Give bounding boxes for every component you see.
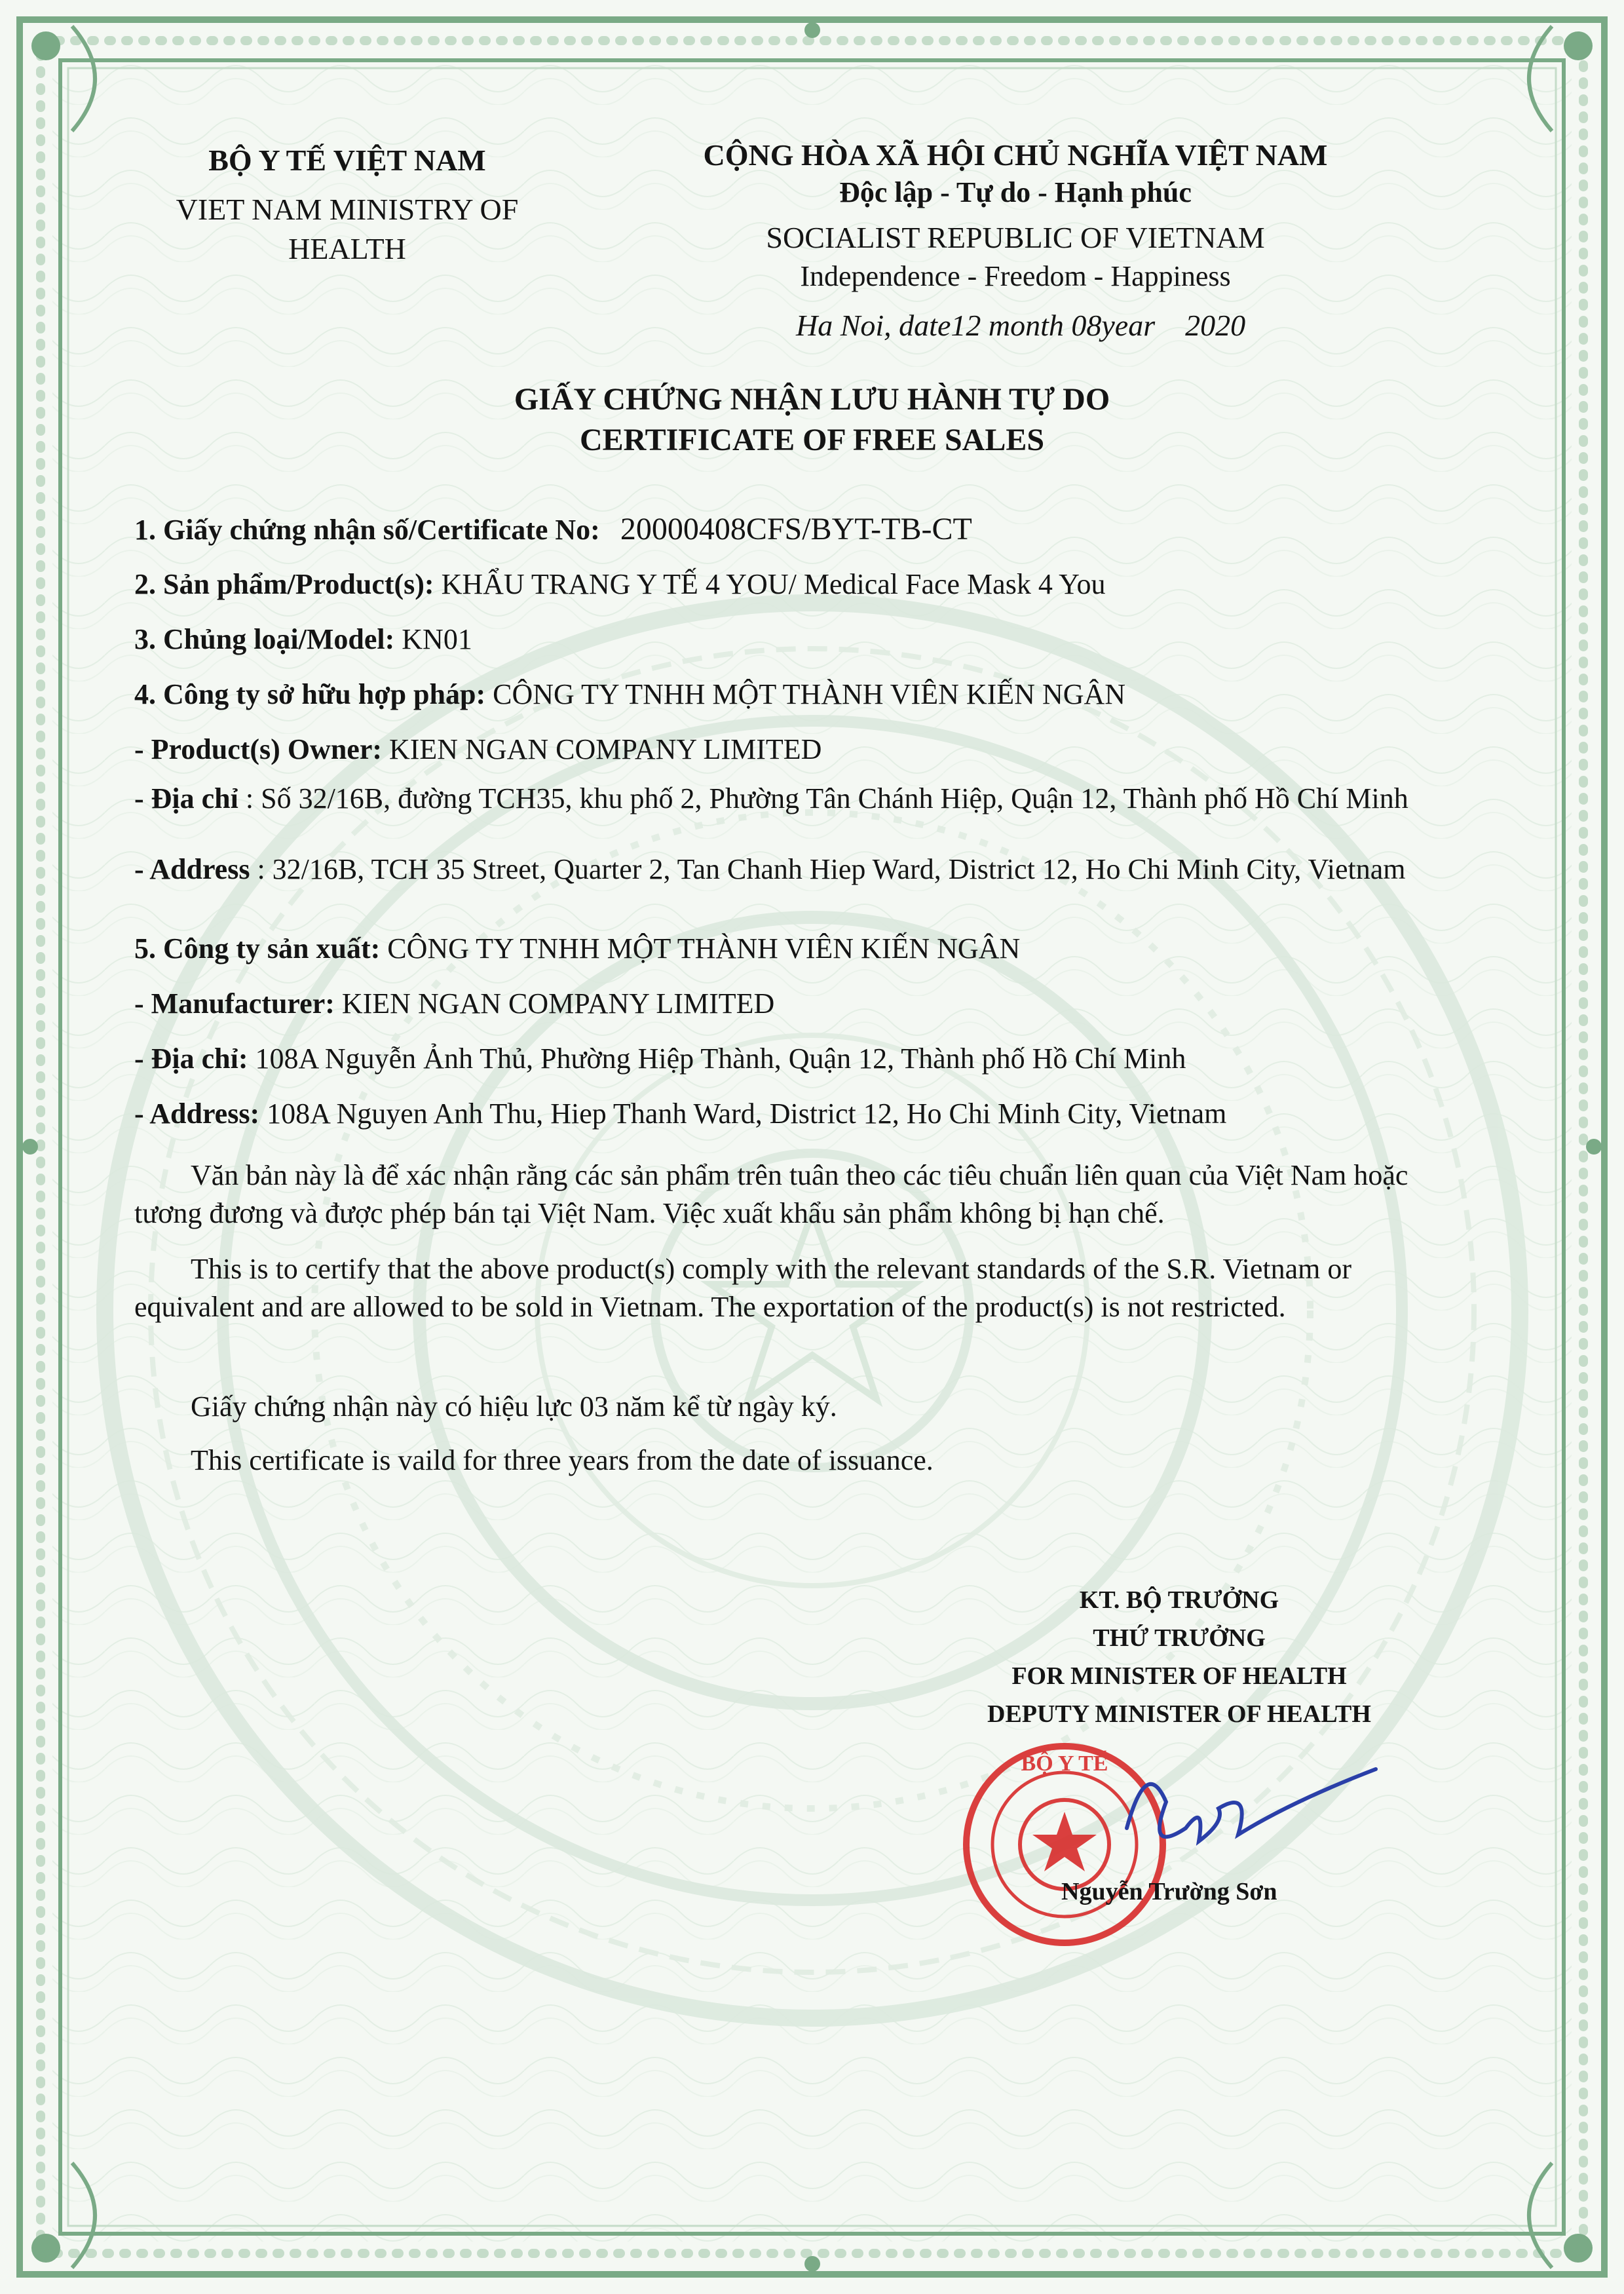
ministry-name-vn: BỘ Y TẾ VIỆT NAM (208, 143, 486, 177)
signature-title-1: KT. BỘ TRƯỞNG (1079, 1586, 1279, 1614)
red-stamp-icon (966, 1746, 1163, 1943)
ministry-name-en: VIET NAM MINISTRY OF HEALTH (176, 193, 519, 265)
owner-address-vn-value: : Số 32/16B, đường TCH35, khu phố 2, Phường Tân Chánh Hiệp, Quận 12, Thành phố Hồ Chí Minh (238, 782, 1408, 814)
product-row (134, 567, 1106, 601)
model-label: 3. Chủng loại/Model: (134, 623, 395, 655)
signature-title-3: FOR MINISTER OF HEALTH (1011, 1662, 1347, 1690)
manufacturer-en-value: KIEN NGAN COMPANY LIMITED (341, 987, 775, 1020)
manufacturer-en-label: - Manufacturer: (134, 987, 335, 1020)
date-year-label: year (1101, 309, 1156, 342)
owner-address-en-value: : 32/16B, TCH 35 Street, Quarter 2, Tan Chanh Hiep Ward, District 12, Ho Chi Minh City, Vietnam (250, 853, 1406, 885)
owner-address-en-row (134, 851, 1484, 889)
model-value: KN01 (402, 623, 472, 655)
date-month: 08 (1071, 309, 1102, 342)
certificate-title-vn: GIẤY CHỨNG NHẬN LƯU HÀNH TỰ DO (514, 382, 1110, 417)
manufacturer-address-en-value: 108A Nguyen Anh Thu, Hiep Thanh Ward, District 12, Ho Chi Minh City, Vietnam (267, 1098, 1227, 1130)
manufacturer-vn-value: CÔNG TY TNHH MỘT THÀNH VIÊN KIẾN NGÂN (387, 932, 1021, 965)
date-day: 12 (951, 309, 981, 342)
owner-vn-value: CÔNG TY TNHH MỘT THÀNH VIÊN KIẾN NGÂN (493, 678, 1126, 710)
owner-vn-label: 4. Công ty sở hữu hợp pháp: (134, 678, 486, 710)
date-month-label: month (981, 309, 1072, 342)
statement-en: This is to certify that the above product(s) comply with the relevant standards of the S.R. Vietnam or equivalent and are allowed to be sold in Vietnam. The exportation of the product(s) is not restricted. (134, 1253, 1352, 1323)
owner-en-label: - Product(s) Owner: (134, 733, 382, 765)
signer-name: Nguyễn Trường Sơn (1061, 1878, 1277, 1905)
validity-en: This certificate is vaild for three years from the date of issuance. (191, 1444, 934, 1476)
statement-vn: Văn bản này là để xác nhận rằng các sản phẩm trên tuân theo các tiêu chuẩn liên quan của Việt Nam hoặc tương đương và được phép bán tại Việt Nam. Việc xuất khẩu sản phẩm không bị hạn chế. (134, 1159, 1408, 1229)
cert-number-label: 1. Giấy chứng nhận số/Certificate No: (134, 514, 600, 546)
validity-vn: Giấy chứng nhận này có hiệu lực 03 năm kể từ ngày ký. (191, 1390, 837, 1423)
manufacturer-address-vn-label: - Địa chỉ: (134, 1042, 248, 1075)
owner-en-value: KIEN NGAN COMPANY LIMITED (389, 733, 822, 765)
manufacturer-en-row (134, 987, 774, 1020)
owner-address-en-label: - Address (134, 853, 250, 885)
country-name-vn: CỘNG HÒA XÃ HỘI CHỦ NGHĨA VIỆT NAM (703, 138, 1328, 172)
manufacturer-address-vn-row (134, 1042, 1186, 1075)
owner-en-row (134, 733, 821, 766)
manufacturer-vn-label: 5. Công ty sản xuất: (134, 932, 381, 965)
motto-vn: Độc lập - Tự do - Hạnh phúc (839, 176, 1192, 208)
owner-vn-row (134, 678, 1125, 711)
product-value: KHẨU TRANG Y TẾ 4 YOU/ Medical Face Mask 4 You (441, 568, 1106, 600)
certificate-title-en: CERTIFICATE OF FREE SALES (579, 423, 1045, 457)
official-stamp-and-signature (950, 1730, 1408, 1966)
country-name-en: SOCIALIST REPUBLIC OF VIETNAM (766, 221, 1265, 254)
manufacturer-address-vn-value: 108A Nguyễn Ảnh Thủ, Phường Hiệp Thành, Quận 12, Thành phố Hồ Chí Minh (255, 1042, 1186, 1075)
manufacturer-address-en-label: - Address: (134, 1098, 260, 1130)
owner-address-vn-label: - Địa chỉ (134, 782, 238, 814)
stamp-text: BỘ Y TẾ (1021, 1751, 1108, 1776)
cert-number-value: 20000408CFS/BYT-TB-CT (620, 512, 972, 546)
product-label: 2. Sản phẩm/Product(s): (134, 568, 434, 600)
date-prefix: Ha Noi, date (796, 309, 951, 342)
motto-en: Independence - Freedom - Happiness (800, 260, 1231, 292)
model-row (134, 622, 472, 656)
owner-address-vn-row (134, 780, 1484, 818)
issue-date (796, 308, 1245, 343)
certificate-number-row (134, 511, 972, 547)
signature-title-2: THỨ TRƯỞNG (1093, 1624, 1266, 1652)
date-year: 2020 (1185, 309, 1246, 342)
manufacturer-vn-row (134, 932, 1020, 965)
signature-title-4: DEPUTY MINISTER OF HEALTH (987, 1700, 1371, 1728)
manufacturer-address-en-row (134, 1097, 1226, 1130)
